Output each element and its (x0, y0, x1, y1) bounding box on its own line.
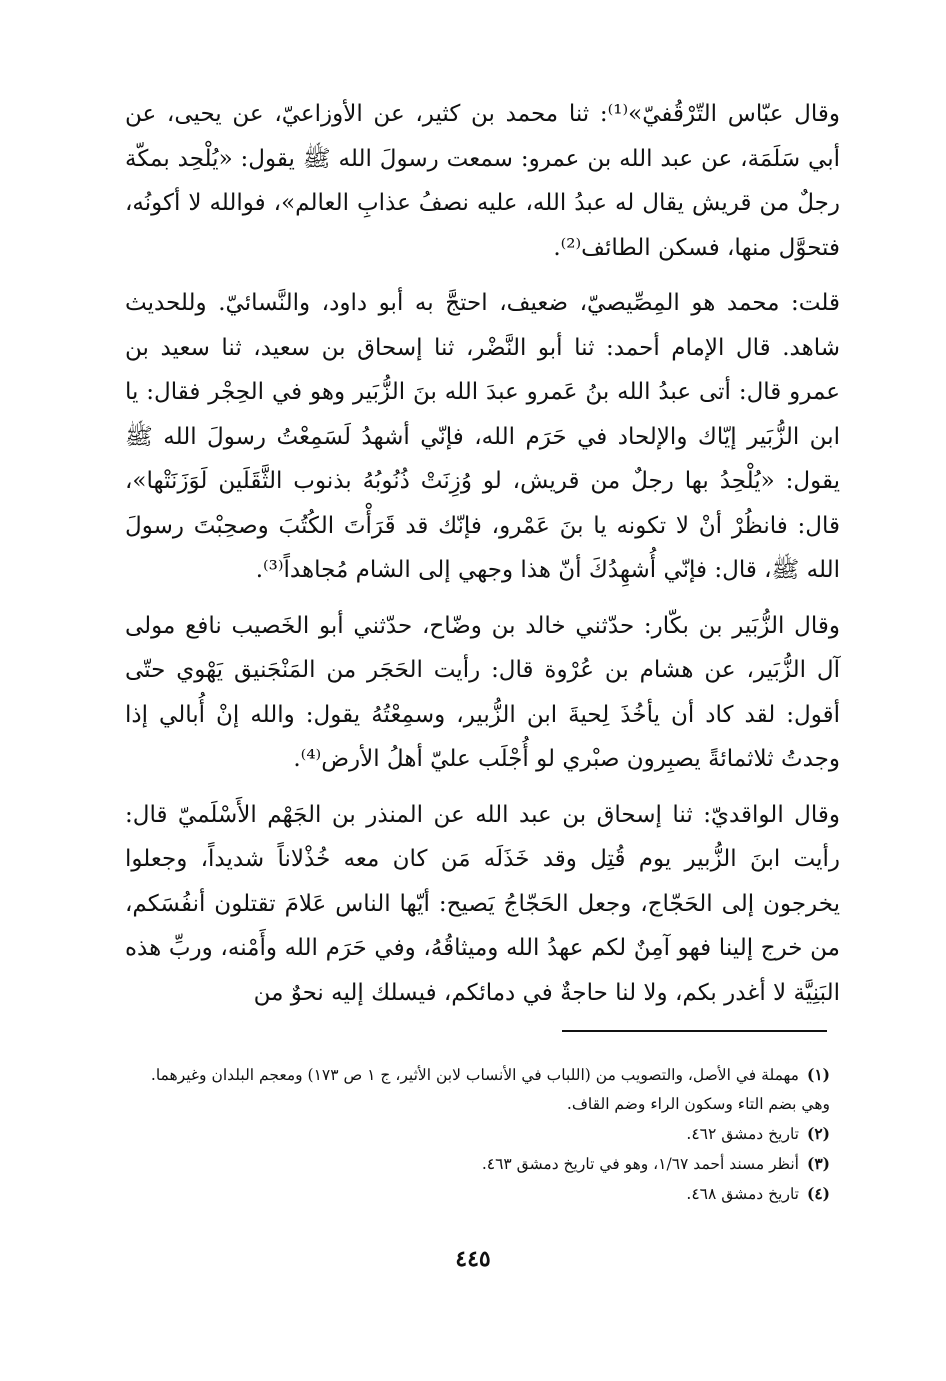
footnote-1 (125, 1060, 830, 1119)
page-number: ٤٤٥ (455, 1246, 491, 1272)
paragraph-3: وقال الزُّبَير بن بكّار: حدّثني خالد بن وضّاح، حدّثني أبو الخَصيب نافع مولى آل الزُّبَير، عن هشام بن عُرْوة قال: رأيت الحَجَر من المَنْجَنيق يَهْوي حتّى أقول: لقد كاد أن يأخُذَ لِحيةَ ابن الزُّبير، وسمِعْتُهُ يقول: والله إنْ أُبالي إذا وجدتُ ثلاثمائةً يصبِرون صبْري لو أُجْلَب عليّ أهلُ الأرض⁽⁴⁾. (125, 612, 840, 772)
footnote-text: أنظر مسند أحمد ١/٦٧، وهو في تاريخ دمشق ٤٦٣. (481, 1155, 799, 1173)
footnote-2 (125, 1119, 830, 1149)
footnote-text: تاريخ دمشق ٤٦٢. (686, 1125, 799, 1143)
paragraph-1: وقال عبّاس التّرْقُفيّ»⁽¹⁾: ثنا محمد بن كثير، عن الأوزاعيّ، عن يحيى، عن أبي سَلَمَة، عن عبد الله بن عمرو: سمعت رسولَ الله ﷺ يقول: «يُلْحِد بمكّة رجلٌ من قريش يقال له عبدُ الله، عليه نصفُ عذابِ العالم»، فوالله لا أكونُه، فتحوَّل منها، فسكن الطائف⁽²⁾. (125, 101, 840, 261)
footnote-3 (125, 1149, 830, 1179)
paragraph-2: قلت: محمد هو المِصِّيصيّ، ضعيف، احتجَّ به أبو داود، والنَّسائيّ. وللحديث شاهد. قال الإمام أحمد: ثنا أبو النَّضْر، ثنا إسحاق بن سعيد، ثنا سعيد بن عمرو قال: أتى عبدُ الله بنُ عَمرو عبدَ الله بنَ الزُّبَير وهو في الحِجْر فقال: يا ابن الزُّبَير إيّاك والإلحاد في حَرَم الله، فإنّي أشهدُ لَسَمِعْتُ رسولَ الله ﷺ يقول: «يُلْحِدُ بها رجلٌ من قريش، لو وُزِنَتْ ذُنُوبُهُ بذنوب الثَّقَلَين لَوَزَنَتْها»، قال: فانظُرْ أنْ لا تكونه يا بنَ عَمْرو، فإنّك قد قَرَأْتَ الكُتُبَ وصحِبْتَ رسولَ الله ﷺ، قال: فإنّي أُشهِدُكَ أنّ هذا وجهي إلى الشام مُجاهداً⁽³⁾. (125, 290, 840, 583)
footnote-number: (١) (806, 1065, 830, 1084)
footnote-text: تاريخ دمشق ٤٦٨. (686, 1185, 799, 1203)
footnote-number: (٣) (806, 1154, 830, 1173)
footnote-4 (125, 1179, 830, 1209)
main-text (125, 92, 840, 1015)
footnote-text: مهملة في الأصل، والتصويب من (اللباب في الأنساب لابن الأثير، ج ١ ص ١٧٣) ومعجم البلدان وغيرهما. وهي بضم التاء وسكون الراء وضم القاف. (150, 1066, 830, 1113)
paragraph-4: وقال الواقديّ: ثنا إسحاق بن عبد الله عن المنذر بن الجَهْم الأَسْلَميّ قال: رأيت ابنَ الزُّبير يوم قُتِل وقد خَذَلَه مَن كان معه خُذْلاناً شديداً، وجعلوا يخرجون إلى الحَجّاج، وجعل الحَجّاجُ يَصيح: أيّها الناس عَلامَ تقتلون أنفُسَكم، من خرج إلينا فهو آمِنٌ لكم عهدُ الله وميثاقُهُ، وفي حَرَم الله وأَمْنه، وربِّ هذه البَنِيَّة لا أغدر بكم، ولا لنا حاجةٌ في دمائكم، فيسلك إليه نحوٌ من (125, 801, 840, 1006)
footnote-number: (٤) (806, 1184, 830, 1203)
footnotes (125, 1060, 830, 1209)
footnote-number: (٢) (806, 1124, 830, 1143)
footnote-divider (562, 1030, 827, 1032)
